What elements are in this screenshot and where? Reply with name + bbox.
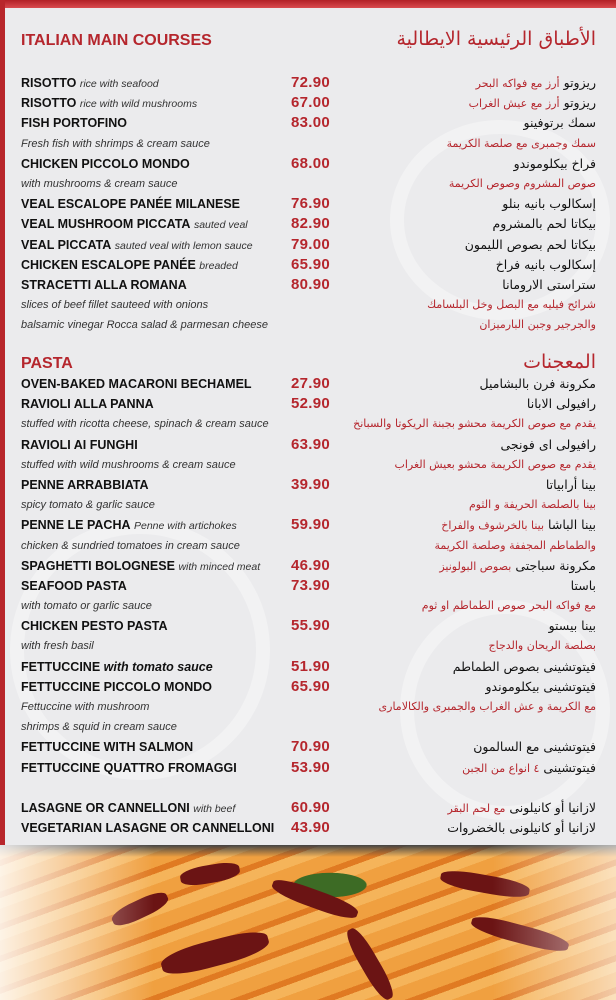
item-description-text: shrimps & squid in cream sauce <box>21 721 177 734</box>
item-name-line <box>21 677 212 697</box>
item-note-ar: بصوص البولونيز <box>439 559 512 573</box>
item-description-text: with mushrooms & cream sauce <box>21 177 178 190</box>
menu-item <box>0 677 616 697</box>
item-name-ar-line <box>514 154 596 174</box>
item-name: OVEN-BAKED MACARONI BECHAMEL <box>21 377 252 391</box>
item-name-line <box>21 576 127 596</box>
pasta-dish-photo <box>0 845 616 1000</box>
menu-item <box>0 194 616 214</box>
item-price: 46.90 <box>290 556 330 574</box>
item-description-ar: بصلصة الريحان والدجاج <box>488 639 596 653</box>
menu-item <box>0 475 616 495</box>
item-price: 73.90 <box>290 576 330 594</box>
menu-item <box>0 394 616 414</box>
item-price: 79.00 <box>290 235 330 253</box>
item-name-ar: مكرونة فرن بالبشاميل <box>479 376 596 391</box>
item-name-ar-line <box>447 818 596 838</box>
item-price: 60.90 <box>290 798 330 816</box>
item-name-ar: إسكالوب بانيه فراخ <box>495 256 596 272</box>
item-name-ar-line <box>441 515 596 536</box>
item-name: STRACETTI ALLA ROMANA <box>21 277 187 292</box>
item-name-ar-line <box>439 556 596 577</box>
item-name: CHICKEN PESTO PASTA <box>21 619 168 634</box>
menu-item <box>0 576 616 596</box>
item-name-line <box>21 73 159 94</box>
menu-item <box>0 374 616 394</box>
item-description-ar: صوص المشروم وصوص الكريمة <box>448 176 596 190</box>
item-name-line <box>21 214 248 235</box>
item-name-ar: بيكاتا لحم بصوص الليمون <box>464 236 596 252</box>
item-price: 76.90 <box>290 195 330 213</box>
item-name-ar-line <box>480 374 596 394</box>
item-name-ar: فيتوتشينى بيكلوموندو <box>485 678 596 694</box>
item-price: 43.90 <box>290 819 330 837</box>
item-price: 53.90 <box>290 758 330 776</box>
item-description-text: stuffed with wild mushrooms & cream sauce <box>21 458 236 471</box>
item-name-ar-line <box>524 113 597 133</box>
item-name: CHICKEN PICCOLO MONDO <box>21 156 190 171</box>
item-price: 82.90 <box>290 215 330 233</box>
item-name: FETTUCCINE PICCOLO MONDO <box>21 679 212 694</box>
item-description <box>0 697 616 717</box>
menu-item <box>0 275 616 295</box>
menu-item <box>0 616 616 636</box>
item-name: LASAGNE OR CANNELLONI <box>21 800 190 815</box>
item-note: with beef <box>193 802 236 815</box>
item-name-line <box>21 798 235 819</box>
item-name: FETTUCCINE WITH SALMON <box>21 740 194 755</box>
item-description-text: slices of beef fillet sauteed with onions <box>21 299 209 312</box>
item-note-ar: أرز مع فواكه البحر <box>475 77 560 90</box>
item-description-ar: مع الكريمة و عش الغراب والجمبرى والكالامارى <box>378 700 596 713</box>
menu-item <box>0 154 616 174</box>
item-name: FISH PORTOFINO <box>21 116 128 131</box>
item-price: 80.90 <box>290 275 330 293</box>
item-name: SEAFOOD PASTA <box>21 578 127 593</box>
red-frame-top <box>0 0 616 8</box>
menu-item <box>0 657 616 677</box>
item-name-ar: رافيولى اى فونجى <box>500 436 596 452</box>
item-description-text: stuffed with ricotta cheese, spinach & cream sauce <box>21 418 269 431</box>
item-name: RISOTTO <box>21 96 77 111</box>
menu-item <box>0 758 616 778</box>
menu-item <box>0 435 616 455</box>
item-name-ar-line <box>527 394 596 414</box>
item-price: 70.90 <box>290 738 330 756</box>
item-name: VEAL PICCATA <box>21 237 112 252</box>
item-name-line <box>21 616 168 636</box>
item-description-text: spicy tomato & garlic sauce <box>21 499 155 512</box>
item-price: 52.90 <box>290 395 330 413</box>
item-description-text: chicken & sundried tomatoes in cream sauce <box>21 539 240 552</box>
item-price: 83.00 <box>290 114 330 132</box>
item-name-ar: ريزوتو <box>563 95 596 111</box>
item-name-line <box>21 255 238 276</box>
item-note: with tomato sauce <box>103 659 213 674</box>
item-name-ar: فيتوتشينى <box>543 759 596 775</box>
item-description <box>0 414 616 434</box>
item-description-ar: سمك وجمبرى مع صلصة الكريمة <box>446 136 596 150</box>
item-description-text: with fresh basil <box>21 640 94 653</box>
item-name-ar-line <box>462 758 596 779</box>
item-name-line <box>21 657 213 677</box>
item-name: RISOTTO <box>21 76 77 90</box>
item-name-line <box>21 93 197 114</box>
item-name-ar-line <box>500 435 596 455</box>
item-name-ar-line <box>502 275 596 295</box>
item-name: PENNE ARRABBIATA <box>21 477 149 492</box>
item-name-ar: بينا بيستو <box>548 618 596 634</box>
menu-item <box>0 515 616 535</box>
item-description-ar: يقدم مع صوص الكريمة محشو بعيش الغراب <box>394 457 596 471</box>
section-title-main-courses: ITALIAN MAIN COURSES <box>21 32 212 49</box>
item-name-ar: ستراستى الارومانا <box>502 276 596 292</box>
item-name-ar: لازانيا أو كانيلونى بالخضروات <box>447 820 596 836</box>
item-description-text: Fettuccine with mushroom <box>21 701 150 713</box>
item-note: sauted veal with lemon sauce <box>114 239 253 252</box>
menu-item <box>0 255 616 275</box>
item-name-ar-line <box>571 576 596 596</box>
item-name-ar: فيتوتشينى مع السالمون <box>473 739 596 755</box>
item-price: 39.90 <box>290 475 330 493</box>
item-name-ar: بينا الباشا <box>548 517 596 533</box>
item-price: 27.90 <box>290 375 330 392</box>
item-note: breaded <box>199 259 238 272</box>
item-name-ar-line <box>549 616 596 636</box>
item-name-ar: مكرونة سباجتى <box>515 557 596 573</box>
item-description-text: with tomato or garlic sauce <box>21 600 152 613</box>
item-name-ar: سمك برتوفينو <box>523 115 596 131</box>
item-name: VEAL MUSHROOM PICCATA <box>21 217 191 232</box>
item-description <box>0 315 616 335</box>
item-name-ar: بيكاتا لحم بالمشروم <box>492 216 596 232</box>
item-name-ar: ريزوتو <box>563 75 596 90</box>
item-name-ar-line <box>473 737 596 757</box>
menu-item <box>0 73 616 93</box>
item-description-ar: بينا بالصلصة الحريفة و الثوم <box>468 498 596 512</box>
item-note-ar: بينا بالخرشوف والفراخ <box>441 519 545 533</box>
item-note-ar: مع لحم البقر <box>447 801 506 815</box>
item-name-ar: فيتوتشينى بصوص الطماطم <box>452 658 596 674</box>
item-description-text: balsamic vinegar Rocca salad & parmesan cheese <box>21 319 269 332</box>
item-description <box>0 596 616 616</box>
item-name-ar-line <box>469 93 596 114</box>
section-title-pasta-ar: المعجنات <box>523 351 596 373</box>
item-price: 59.90 <box>290 516 330 534</box>
item-name: RAVIOLI ALLA PANNA <box>21 397 154 412</box>
item-name-line <box>21 475 149 495</box>
item-name-line <box>21 818 274 838</box>
item-name-ar-line <box>502 194 596 214</box>
item-name-line <box>21 235 253 256</box>
item-description <box>0 717 616 737</box>
item-name-ar: بينا أرابياتا <box>545 476 596 492</box>
item-name-ar-line <box>546 475 596 495</box>
item-name: VEGETARIAN LASAGNE OR CANNELLONI <box>21 821 275 836</box>
item-name-ar: رافيولى الابانا <box>526 396 596 412</box>
menu-item <box>0 93 616 113</box>
item-note: rice with seafood <box>79 78 159 90</box>
item-note: with minced meat <box>178 560 261 573</box>
item-description <box>0 174 616 194</box>
item-name-line <box>21 758 237 778</box>
item-name: VEAL ESCALOPE PANÉE MILANESE <box>21 197 241 212</box>
menu-item <box>0 214 616 234</box>
item-description-ar: شرائح فيليه مع البصل وخل البلسامك <box>427 298 596 312</box>
item-price: 72.90 <box>290 74 330 91</box>
item-price: 68.00 <box>290 154 330 172</box>
item-price: 63.90 <box>290 435 330 453</box>
item-name-line <box>21 113 127 133</box>
item-name-line <box>21 194 240 214</box>
item-description <box>0 536 616 556</box>
menu-item <box>0 798 616 818</box>
item-price: 65.90 <box>290 677 330 695</box>
item-price: 67.00 <box>290 94 330 112</box>
item-note-ar: أرز مع عيش الغراب <box>468 97 560 111</box>
item-name-ar-line <box>496 255 596 275</box>
item-name: PENNE LE PACHA <box>21 518 131 533</box>
item-name: RAVIOLI AI FUNGHI <box>21 437 138 452</box>
section-title-main-courses-ar: الأطباق الرئيسية الايطالية <box>396 28 596 50</box>
section-title-pasta: PASTA <box>21 355 73 372</box>
item-note: rice with wild mushrooms <box>79 98 198 111</box>
item-description <box>0 455 616 475</box>
pasta-list <box>0 374 616 838</box>
item-name-line <box>21 515 237 536</box>
menu-item <box>0 737 616 757</box>
item-description <box>0 295 616 315</box>
item-note-ar: ٤ انواع من الجبن <box>462 761 540 775</box>
item-name: FETTUCCINE <box>21 659 101 674</box>
item-description <box>0 636 616 656</box>
item-description-ar: والطماطم المجففة وصلصة الكريمة <box>434 538 596 552</box>
item-name-line <box>21 275 187 295</box>
item-name-line <box>21 556 260 577</box>
item-description <box>0 495 616 515</box>
item-name-ar-line <box>447 798 596 819</box>
item-price: 51.90 <box>290 657 330 675</box>
item-name-ar: فراخ بيكلوموندو <box>513 155 596 171</box>
item-description-ar: والجرجير وجبن البارميزان <box>479 318 596 332</box>
menu-item <box>0 556 616 576</box>
item-name-line <box>21 394 154 414</box>
item-name: SPAGHETTI BOLOGNESE <box>21 558 175 573</box>
item-description-ar: يقدم مع صوص الكريمة محشو بجبنة الريكوتا والسبانخ <box>353 417 596 431</box>
item-name-ar-line <box>465 235 596 255</box>
item-name-line <box>21 737 193 757</box>
item-name-ar: باستا <box>570 577 596 593</box>
item-note: sauted veal <box>193 219 248 232</box>
item-description <box>0 134 616 154</box>
item-name-line <box>21 374 252 394</box>
item-name-line <box>21 154 190 174</box>
spacer <box>0 778 616 798</box>
item-description-ar: مع فواكه البحر صوص الطماطم او ثوم <box>421 599 596 613</box>
item-name: FETTUCCINE QUATTRO FROMAGGI <box>21 760 237 775</box>
item-name-ar-line <box>453 657 596 677</box>
item-name-line <box>21 435 138 455</box>
item-price: 55.90 <box>290 617 330 635</box>
menu-item <box>0 235 616 255</box>
item-name-ar: لازانيا أو كانيلونى <box>509 799 596 815</box>
item-name-ar-line <box>492 214 596 234</box>
item-name-ar: إسكالوب بانيه بنلو <box>502 196 596 212</box>
item-note: Penne with artichokes <box>134 520 237 533</box>
menu-item <box>0 113 616 133</box>
item-price: 65.90 <box>290 255 330 273</box>
item-name-ar-line <box>485 677 596 697</box>
menu-item <box>0 818 616 838</box>
item-name: CHICKEN ESCALOPE PANÉE <box>21 257 196 272</box>
item-name-ar-line <box>476 73 596 94</box>
main-courses-list <box>0 73 616 335</box>
item-description-text: Fresh fish with shrimps & cream sauce <box>21 137 210 150</box>
